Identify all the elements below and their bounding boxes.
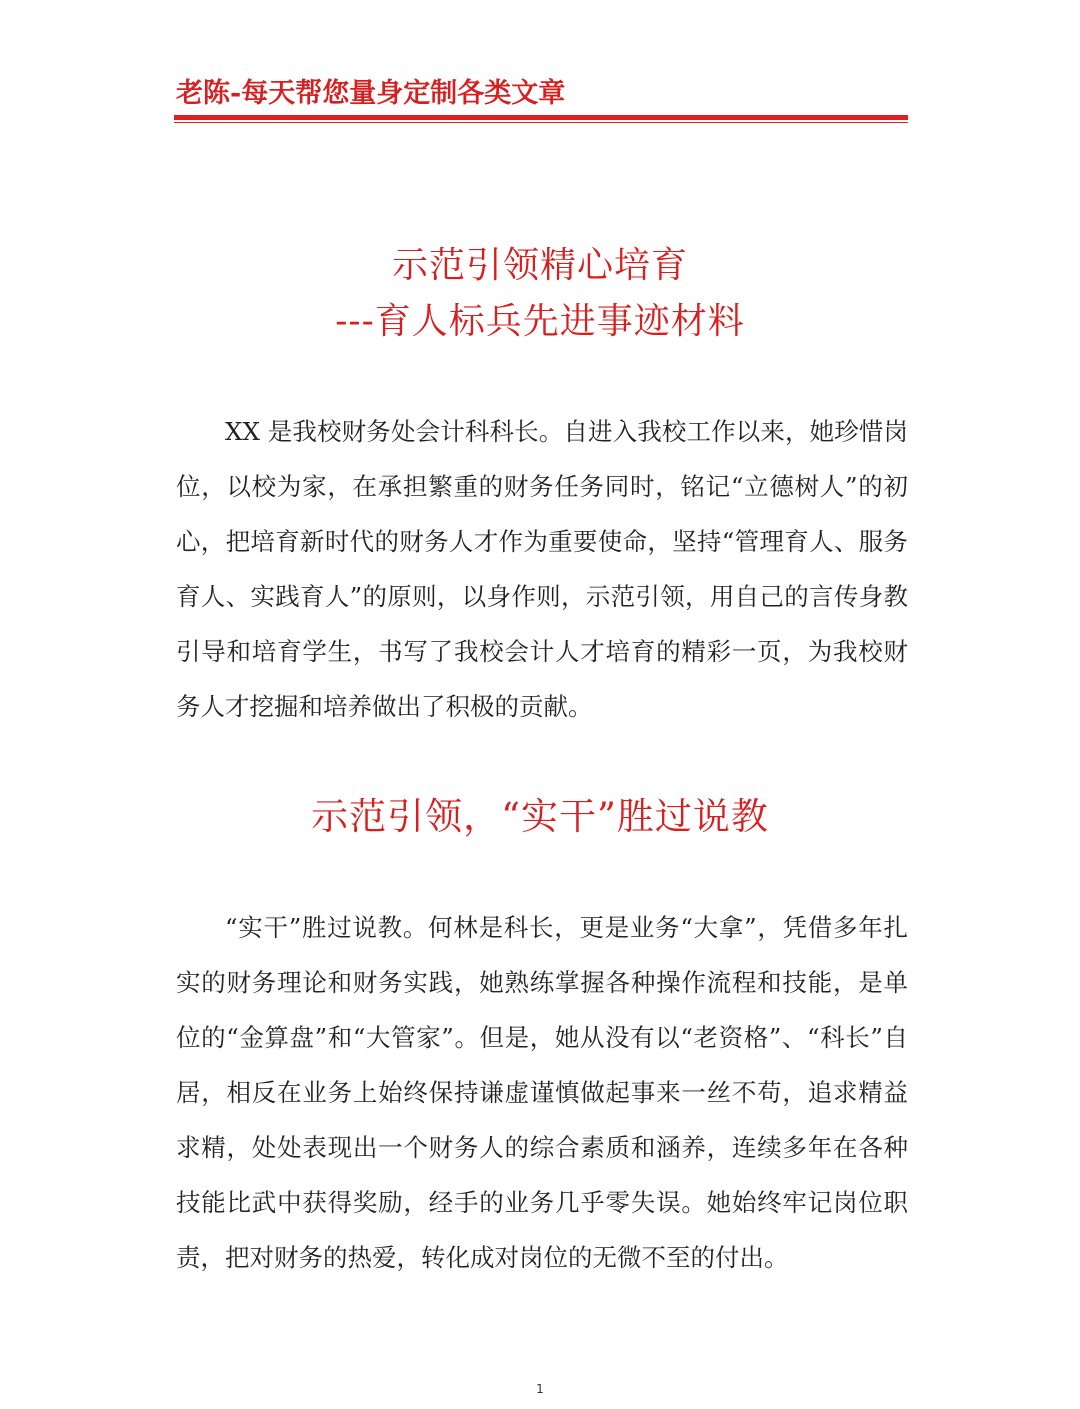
header-title: 老陈-每天帮您量身定制各类文章 — [176, 78, 566, 109]
document-subtitle: ---育人标兵先进事迹材料 — [335, 301, 745, 342]
header-divider-thin — [174, 122, 908, 123]
body-paragraph-section: “实干”胜过说教。何林是科长，更是业务“大拿”，凭借多年扎实的财务理论和财务实践，她熟练掌握各种操作流程和技能，是单位的“金算盘”和“大管家”。但是，她从没有以“老资格”、“科长”自居，相反在业务上始终保持谦虚谨慎做起事来一丝不苟，追求精益求精，处处表现出一个财务人的综合素质和涵养，连续多年在各种技能比武中获得奖励，经手的业务几乎零失误。她始终牢记岗位职责，把对财务的热爱，转化成对岗位的无微不至的付出。 — [176, 913, 908, 1272]
section-heading: 示范引领，“实干”胜过说教 — [311, 795, 769, 838]
page-number: 1 — [536, 1382, 544, 1396]
header-divider-thick — [174, 115, 908, 120]
body-paragraph-intro: XX 是我校财务处会计科科长。自进入我校工作以来，她珍惜岗位，以校为家，在承担繁重的财务任务同时，铭记“立德树人”的初心，把培育新时代的财务人才作为重要使命，坚持“管理育人、服务育人、实践育人”的原则，以身作则，示范引领，用自己的言传身教引导和培育学生，书写了我校会计人才培育的精彩一页，为我校财务人才挖掘和培养做出了积极的贡献。 — [176, 417, 908, 721]
document-title: 示范引领精心培育 — [391, 245, 688, 286]
